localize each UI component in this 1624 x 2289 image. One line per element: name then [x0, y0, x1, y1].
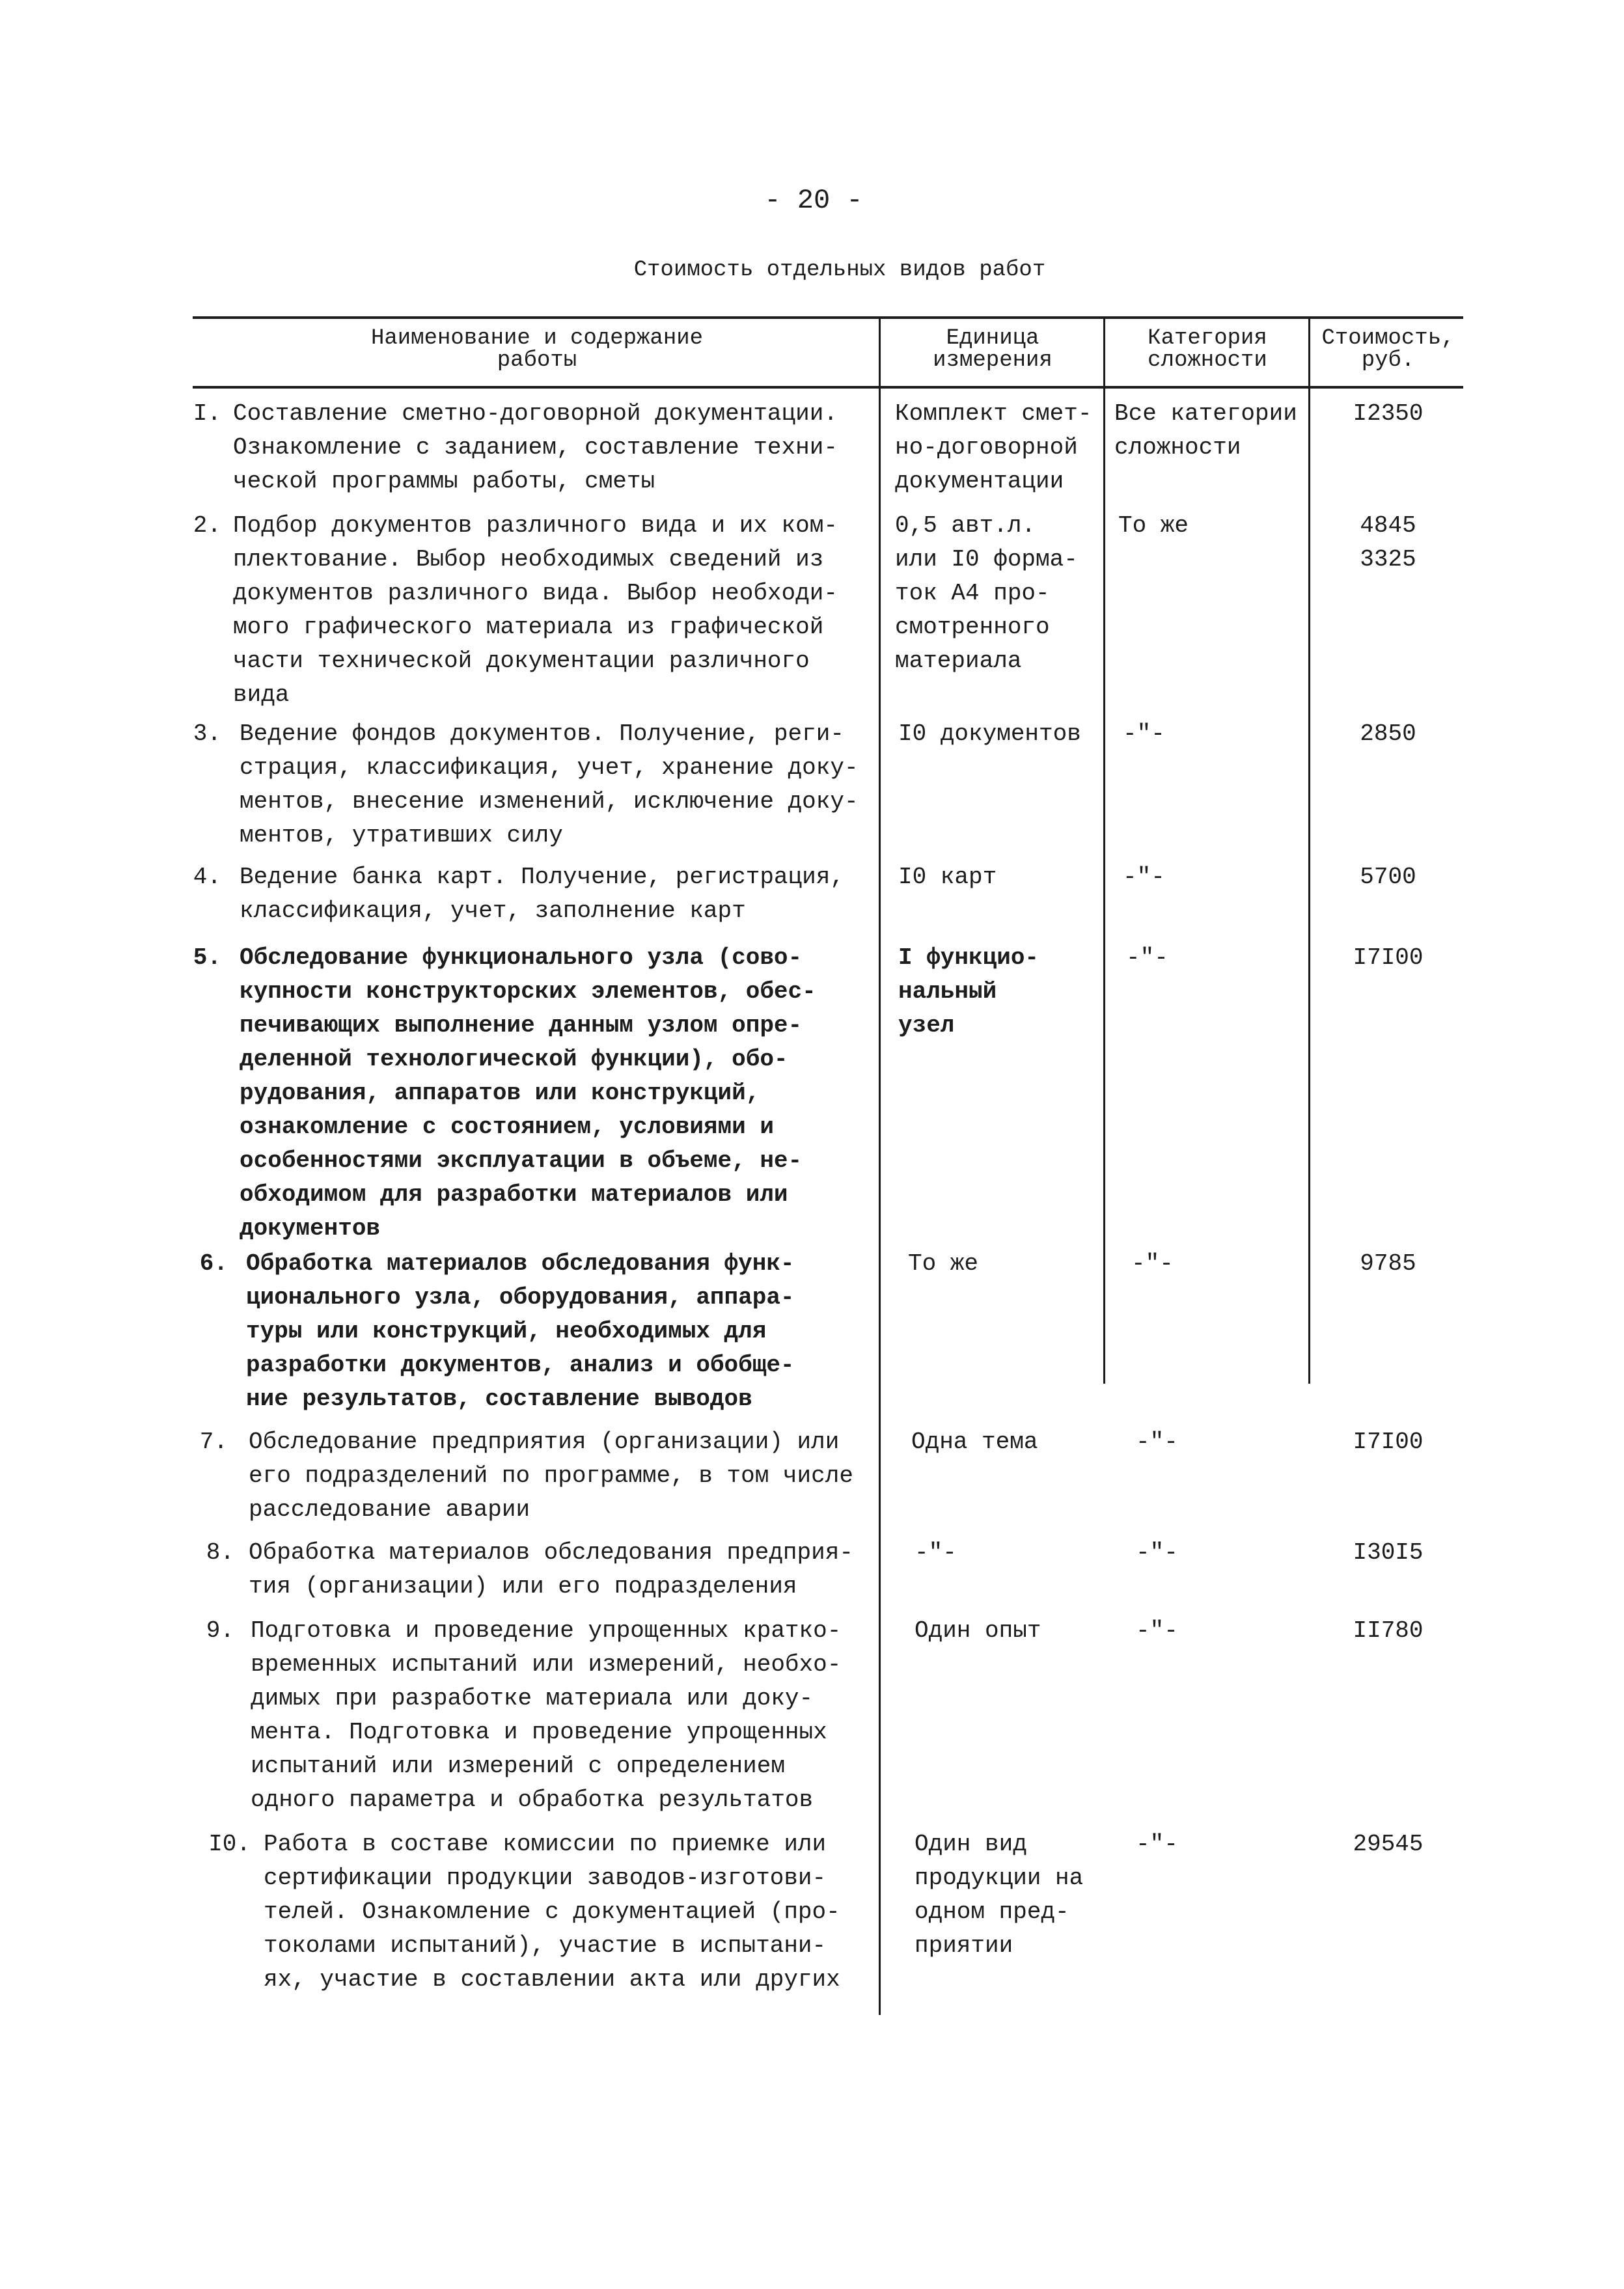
- row-name: Обработка материалов обследования предприя- тия (организации) или его подразделения: [249, 1539, 853, 1600]
- row-number: 9.: [206, 1617, 234, 1644]
- table-top-rule: [193, 316, 1463, 319]
- row-number: 3.: [193, 720, 221, 747]
- header-name: Наименование и содержание работы: [370, 326, 704, 373]
- row-cost: 9785: [1360, 1250, 1416, 1277]
- row-name: Подбор документов различного вида и их ком- плектование. Выбор необходимых сведений из документов различного вида. Выбор необходи- мого графического материала из графической части технической документации различного вида: [233, 512, 838, 708]
- row-cost: 29545: [1353, 1831, 1424, 1857]
- row-category: -"-: [1123, 720, 1165, 747]
- row-cost: I2350: [1353, 400, 1424, 427]
- row-category: -"-: [1123, 864, 1165, 890]
- row-number: 8.: [206, 1539, 234, 1566]
- row-category: То же: [1118, 512, 1189, 539]
- row-category: -"-: [1136, 1831, 1178, 1857]
- row-cost: 5700: [1360, 864, 1416, 890]
- row-name: Обследование предприятия (организации) или его подразделений по программе, в том числе расследование аварии: [249, 1429, 853, 1523]
- row-number: 7.: [199, 1429, 228, 1455]
- row-category: -"-: [1136, 1429, 1178, 1455]
- row-category: -"-: [1131, 1250, 1174, 1277]
- row-cost: II780: [1353, 1617, 1424, 1644]
- row-unit: I0 карт: [898, 864, 997, 890]
- page-title: Стоимость отдельных видов работ: [633, 258, 1046, 282]
- row-unit: I функцио- нальный узел: [898, 944, 1039, 1039]
- header-cost: Стоимость, руб.: [1321, 326, 1455, 373]
- row-unit: Один опыт: [915, 1617, 1041, 1644]
- row-number: I.: [193, 400, 221, 427]
- row-name: Обработка материалов обследования функ- ционального узла, оборудования, аппара- туры или конструкций, необходимых для разработки документов, анализ и обобще- ние результатов, составление выводов: [246, 1250, 795, 1412]
- row-cost: 4845 3325: [1360, 512, 1416, 573]
- row-unit: I0 документов: [898, 720, 1081, 747]
- row-category: Все категории сложности: [1114, 400, 1297, 461]
- table-header-rule: [193, 386, 1463, 389]
- row-unit: -"-: [915, 1539, 957, 1566]
- column-divider-2: [1103, 316, 1105, 1384]
- row-unit: Один вид продукции на одном пред- приятии: [915, 1831, 1084, 1959]
- row-cost: I7I00: [1353, 944, 1424, 971]
- row-name: Обследование функционального узла (сово- купности конструкторских элементов, обес- печивающих выполнение данным узлом опре- деленной технологической функции), обо- рудования, аппаратов или конструкций, ознакомление с состоянием, условиями и особенностями эксплуатации в объеме, не- обходимом для разработки материалов или документов: [240, 944, 816, 1242]
- row-unit: Комплект смет- но-договорной документации: [895, 400, 1092, 495]
- row-number: 6.: [199, 1250, 228, 1277]
- row-cost: 2850: [1360, 720, 1416, 747]
- row-cost: I30I5: [1353, 1539, 1424, 1566]
- column-divider-3: [1308, 316, 1310, 1384]
- row-number: 2.: [193, 512, 221, 539]
- row-name: Ведение банка карт. Получение, регистрация, классификация, учет, заполнение карт: [240, 864, 844, 924]
- column-divider-1: [879, 316, 881, 2015]
- row-name: Ведение фондов документов. Получение, реги- страция, классификация, учет, хранение доку- ментов, внесение изменений, исключение доку- ментов, утративших силу: [240, 720, 859, 849]
- row-name: Работа в составе комиссии по приемке или сертификации продукции заводов-изготови- телей. Ознакомление с документацией (про- токолами испытаний), участие в испытани- ях, участие в составлении акта или других: [264, 1831, 840, 1993]
- row-unit: 0,5 авт.л. или I0 форма- ток А4 про- смотренного материала: [895, 512, 1078, 674]
- row-number: I0.: [208, 1831, 251, 1857]
- row-number: 5.: [193, 944, 221, 971]
- row-number: 4.: [193, 864, 221, 890]
- row-name: Подготовка и проведение упрощенных кратко- временных испытаний или измерений, необхо- димых при разработке материала или доку- мента. Подготовка и проведение упрощенных испытаний или измерений с определением одного параметра и обработка результатов: [251, 1617, 842, 1813]
- page-number: - 20 -: [764, 185, 863, 216]
- row-category: -"-: [1136, 1539, 1178, 1566]
- row-unit: То же: [908, 1250, 979, 1277]
- header-category: Категория сложности: [1148, 326, 1267, 373]
- row-unit: Одна тема: [911, 1429, 1038, 1455]
- row-category: -"-: [1136, 1617, 1178, 1644]
- row-cost: I7I00: [1353, 1429, 1424, 1455]
- row-category: -"-: [1126, 944, 1168, 971]
- header-unit: Единица измерения: [933, 326, 1053, 373]
- row-name: Составление сметно-договорной документации. Ознакомление с заданием, составление техни- ческой программы работы, сметы: [233, 400, 838, 495]
